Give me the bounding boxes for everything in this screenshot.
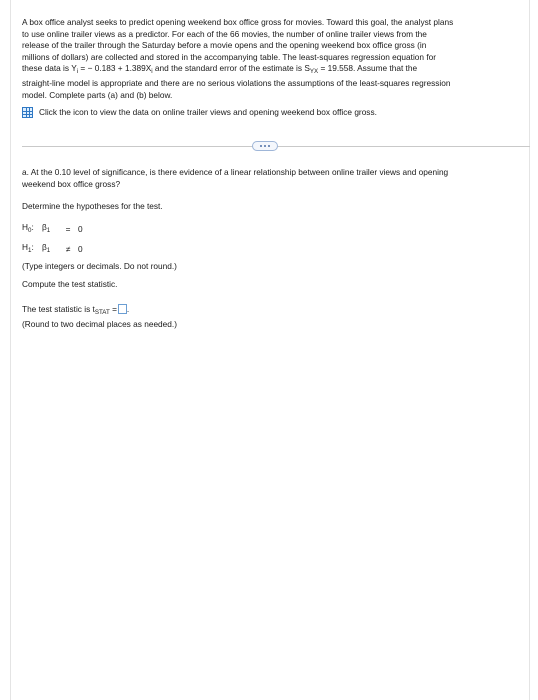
- intro-text: [22, 17, 522, 101]
- eq-se: and the standard error of the estimate is S: [152, 63, 310, 74]
- null-hypothesis: [22, 222, 83, 237]
- alternative-hypothesis: [22, 242, 83, 257]
- h0-parameter: $\beta_1$: [42, 222, 51, 234]
- data-link-label: Click the icon to view the data on online trailer views and opening weekend box office gross.: [39, 107, 377, 118]
- part-a-question-cont: weekend box office gross?: [22, 178, 121, 189]
- test-statistic-line: The test statistic is $t_{STAT}$ = .: [22, 304, 130, 316]
- h1-value: 0: [78, 243, 83, 254]
- eq-mid: = − 0.183 + 1.389X: [78, 63, 152, 74]
- intro-line: model. Complete parts (a) and (b) below.: [22, 89, 173, 100]
- dot-icon: [264, 145, 266, 147]
- intro-line: straight-line model is appropriate and there are no serious violations the assumptions of the least-squares regression: [22, 77, 451, 88]
- intro-line: millions of dollars) are collected and stored in the accompanying table. The least-squares regression equation for: [22, 51, 436, 62]
- h0-label: $H_0$:: [22, 222, 34, 234]
- h1-parameter: $\beta_1$: [42, 242, 51, 254]
- eq-se-sub: YX: [309, 68, 319, 76]
- compute-prompt: Compute the test statistic.: [22, 279, 118, 289]
- test-statistic-input[interactable]: [118, 304, 127, 314]
- h1-label: $H_1$:: [22, 242, 34, 254]
- intro-line: to use online trailer views as a predictor. For each of the 66 movies, the number of online trailer views from the: [22, 28, 427, 39]
- data-table-link[interactable]: [22, 107, 522, 119]
- intro-line: release of the trailer through the Saturday before a movie opens and the opening weekend box office gross (in: [22, 40, 427, 51]
- problem-intro: [22, 17, 522, 119]
- dot-icon: [260, 145, 262, 147]
- expand-more-button[interactable]: [252, 141, 278, 151]
- eq-end: = 19.558. Assume that the: [318, 63, 418, 74]
- round-note: (Round to two decimal places as needed.): [22, 319, 177, 329]
- part-a-question: a. At the 0.10 level of significance, is there evidence of a linear relationship between online trailer views and opening: [22, 167, 449, 177]
- h1-relation: ≠: [65, 243, 71, 254]
- eq-prefix: these data is Y: [22, 63, 77, 74]
- eq-sub-i: i: [76, 68, 79, 76]
- eq-mid-sub: i: [151, 68, 153, 76]
- dot-icon: [268, 145, 270, 147]
- regression-equation-line: [22, 63, 522, 78]
- intro-line: A box office analyst seeks to predict opening weekend box office gross for movies. Toward this goal, the analyst plans: [22, 17, 454, 27]
- hypotheses-prompt: Determine the hypotheses for the test.: [22, 201, 163, 211]
- h0-value: 0: [78, 223, 83, 234]
- h0-relation: =: [65, 223, 71, 234]
- table-icon[interactable]: [22, 107, 33, 118]
- type-note: (Type integers or decimals. Do not round.): [22, 261, 177, 271]
